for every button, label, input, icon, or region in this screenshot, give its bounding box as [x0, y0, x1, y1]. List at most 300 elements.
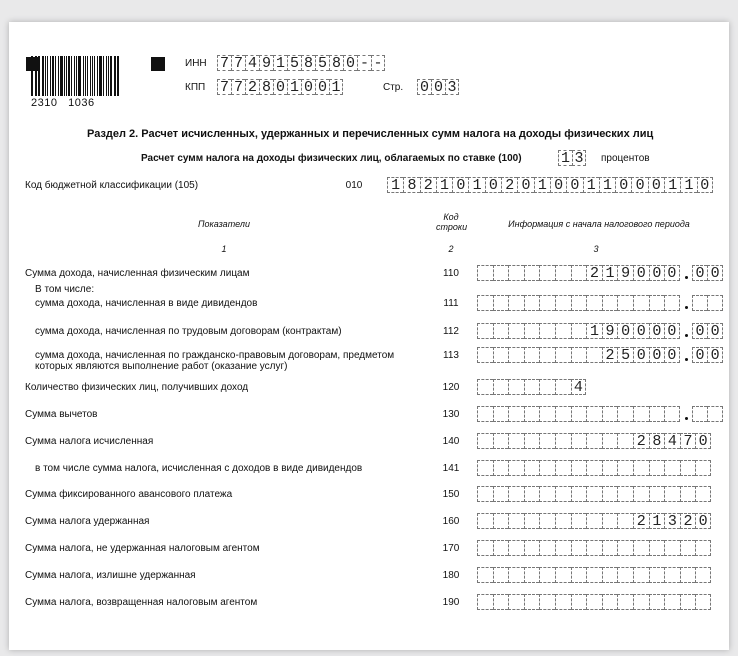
digit-cell: 0: [550, 177, 566, 193]
row-label: [25, 382, 425, 393]
barcode-bar: [71, 56, 72, 96]
digit-cell: [602, 433, 618, 449]
digit-cell: [707, 295, 723, 311]
digit-cell: [602, 406, 618, 422]
digit-cell: [602, 486, 618, 502]
row-value-field[interactable]: [477, 433, 711, 449]
row-label-line: Сумма налога, возвращенная налоговым агентом: [25, 597, 258, 608]
digit-cell: [664, 460, 680, 476]
row-code: 141: [442, 463, 460, 474]
digit-cell: 1: [558, 150, 572, 166]
digit-cell: [602, 594, 618, 610]
digit-cell: 1: [436, 177, 452, 193]
row-label-line: сумма дохода, начисленная по трудовым договорам (контрактам): [35, 326, 342, 337]
row-label: [25, 543, 425, 554]
barcode-bar: [45, 56, 46, 96]
digit-cell: [539, 323, 555, 339]
digit-cell: 2: [602, 347, 618, 363]
barcode-bar: [83, 56, 84, 96]
digit-cell: 3: [445, 79, 459, 95]
digit-cell: -: [371, 55, 385, 71]
digit-cell: 0: [633, 265, 649, 281]
digit-cell: [477, 567, 493, 583]
digit-cell: 0: [417, 79, 431, 95]
digit-cell: 3: [664, 513, 680, 529]
digit-cell: [539, 513, 555, 529]
digit-cell: [617, 433, 633, 449]
digit-cell: [493, 323, 509, 339]
digit-cell: 0: [315, 79, 329, 95]
digit-cell: [493, 379, 509, 395]
digit-cell: [633, 540, 649, 556]
digit-cell: [539, 379, 555, 395]
rate-unit: процентов: [601, 153, 650, 164]
row-code: 130: [442, 409, 460, 420]
digit-cell: [664, 594, 680, 610]
digit-cell: 0: [692, 265, 708, 281]
digit-cell: [493, 486, 509, 502]
digit-cell: 0: [566, 177, 582, 193]
row-label: [35, 298, 435, 309]
digit-cell: [524, 460, 540, 476]
digit-cell: 1: [329, 79, 343, 95]
digit-cell: [524, 513, 540, 529]
barcode-bar: [90, 56, 91, 96]
digit-cell: [555, 540, 571, 556]
digit-cell: [586, 567, 602, 583]
digit-cell: 0: [617, 323, 633, 339]
digit-cell: [539, 460, 555, 476]
digit-cell: 1: [468, 177, 484, 193]
row-label-line: Количество физических лиц, получивших доход: [25, 382, 249, 393]
barcode-bar: [52, 56, 54, 96]
digit-cell: [571, 406, 587, 422]
digit-cell: 0: [431, 79, 445, 95]
digit-cell: 1: [586, 323, 602, 339]
digit-cell: 7: [217, 55, 231, 71]
digit-cell: [586, 540, 602, 556]
digit-cell: [524, 295, 540, 311]
digit-cell: 2: [633, 433, 649, 449]
digit-cell: [493, 433, 509, 449]
digit-cell: 2: [680, 513, 696, 529]
row-label-line: Сумма налога, излишне удержанная: [25, 570, 196, 581]
barcode-bar: [117, 56, 119, 96]
barcode-bar: [99, 56, 101, 96]
digit-cell: [539, 406, 555, 422]
inn-field[interactable]: [217, 55, 385, 71]
digit-cell: [586, 460, 602, 476]
digit-cell: [664, 567, 680, 583]
col3-header: Информация с начала налогового периода: [508, 219, 690, 229]
barcode-bar: [42, 56, 44, 96]
digit-cell: [508, 540, 524, 556]
row-value-field[interactable]: [477, 594, 711, 610]
digit-cell: [586, 295, 602, 311]
digit-cell: 8: [649, 433, 665, 449]
row-label: [35, 284, 435, 295]
digit-cell: [555, 265, 571, 281]
digit-cell: [571, 295, 587, 311]
barcode-bar: [38, 56, 40, 96]
digit-cell: [649, 460, 665, 476]
row-code: 190: [442, 597, 460, 608]
barcode-bar: [92, 56, 94, 96]
digit-cell: [477, 513, 493, 529]
digit-cell: 5: [617, 347, 633, 363]
digit-cell: [477, 540, 493, 556]
barcode-bar: [114, 56, 115, 96]
digit-cell: [508, 433, 524, 449]
row-value-field[interactable]: [477, 513, 711, 529]
digit-cell: [664, 540, 680, 556]
barcode-bar: [87, 56, 88, 96]
digit-cell: [555, 460, 571, 476]
digit-cell: [586, 433, 602, 449]
row-code: 160: [442, 516, 460, 527]
row-label-line: сумма дохода, начисленная по гражданско-правовым договорам, предметом: [35, 350, 395, 361]
inn-label: ИНН: [185, 58, 207, 69]
digit-cell: [617, 486, 633, 502]
row-value-field[interactable]: [477, 540, 711, 556]
corner-marker-right: [151, 57, 165, 71]
digit-cell: 8: [301, 55, 315, 71]
row-label: [25, 597, 425, 608]
digit-cell: 8: [329, 55, 343, 71]
col1-header: Показатели: [198, 219, 250, 229]
digit-cell: [617, 594, 633, 610]
row-label: [25, 268, 425, 279]
digit-cell: [539, 295, 555, 311]
digit-cell: [633, 460, 649, 476]
digit-cell: [586, 594, 602, 610]
digit-cell: [680, 486, 696, 502]
digit-cell: [493, 594, 509, 610]
digit-cell: [524, 594, 540, 610]
integer-part: [477, 323, 680, 339]
digit-cell: [508, 295, 524, 311]
digit-cell: [493, 540, 509, 556]
page-number-field[interactable]: [417, 79, 459, 95]
row-value-field[interactable]: [477, 406, 723, 422]
row-label-line: Сумма фиксированного авансового платежа: [25, 489, 233, 500]
digit-cell: 2: [420, 177, 436, 193]
digit-cell: [477, 594, 493, 610]
digit-cell: [707, 406, 723, 422]
digit-cell: [508, 594, 524, 610]
barcode-bar: [47, 56, 48, 96]
digit-cell: 1: [664, 177, 680, 193]
digit-cell: [493, 265, 509, 281]
row-value-field[interactable]: [477, 265, 723, 281]
digit-cell: [571, 567, 587, 583]
barcode-bar: [103, 56, 105, 96]
digit-cell: [477, 295, 493, 311]
rate-text: Расчет сумм налога на доходы физических лиц, облагаемых по ставке (100): [141, 153, 522, 164]
barcode-bar: [68, 56, 70, 96]
decimal-part: [692, 265, 723, 281]
row-code: 110: [443, 268, 459, 279]
row-label-line: в том числе сумма налога, исчисленная с доходов в виде дивидендов: [35, 463, 363, 474]
digit-cell: [524, 433, 540, 449]
barcode-bar: [60, 56, 62, 96]
digit-cell: [692, 406, 708, 422]
digit-cell: [477, 486, 493, 502]
digit-cell: [695, 594, 711, 610]
digit-cell: 0: [343, 55, 357, 71]
digit-cell: [586, 347, 602, 363]
digit-cell: [493, 460, 509, 476]
row-code: 150: [442, 489, 460, 500]
row-label-line: Сумма налога исчисленная: [25, 436, 154, 447]
digit-cell: [524, 486, 540, 502]
digit-cell: [508, 347, 524, 363]
integer-part: [477, 406, 680, 422]
digit-cell: 1: [287, 79, 301, 95]
digit-cell: [477, 379, 493, 395]
row-code: 120: [442, 382, 460, 393]
digit-cell: [508, 379, 524, 395]
digit-cell: [508, 460, 524, 476]
digit-cell: 1: [602, 265, 618, 281]
digit-cell: [633, 594, 649, 610]
digit-cell: [508, 486, 524, 502]
barcode-bar: [115, 56, 116, 96]
barcode-bar: [31, 56, 33, 96]
digit-cell: [633, 295, 649, 311]
digit-cell: [586, 513, 602, 529]
digit-cell: 0: [649, 347, 665, 363]
digit-cell: 0: [692, 347, 708, 363]
digit-cell: [524, 323, 540, 339]
digit-cell: [602, 295, 618, 311]
digit-cell: [680, 460, 696, 476]
rate-field[interactable]: [558, 150, 586, 166]
page-label: Стр.: [383, 82, 404, 93]
row-label: [35, 326, 435, 337]
digit-cell: [477, 406, 493, 422]
kbk-field[interactable]: [387, 177, 713, 193]
barcode-bar: [55, 56, 57, 96]
digit-cell: 0: [452, 177, 468, 193]
digit-cell: 7: [680, 433, 696, 449]
digit-cell: 3: [572, 150, 586, 166]
digit-cell: [649, 295, 665, 311]
digit-cell: [539, 540, 555, 556]
digit-cell: [493, 347, 509, 363]
digit-cell: 0: [615, 177, 631, 193]
barcode-bar: [50, 56, 51, 96]
digit-cell: [571, 513, 587, 529]
row-label: [35, 350, 435, 372]
digit-cell: [555, 295, 571, 311]
digit-cell: [695, 460, 711, 476]
col2-header: Код строки: [436, 212, 468, 232]
barcode-bar: [74, 56, 75, 96]
digit-cell: [539, 486, 555, 502]
digit-cell: [617, 406, 633, 422]
digit-cell: 0: [664, 347, 680, 363]
digit-cell: [508, 513, 524, 529]
digit-cell: [555, 567, 571, 583]
col3-number: 3: [593, 244, 599, 254]
digit-cell: [493, 295, 509, 311]
digit-cell: [539, 433, 555, 449]
digit-cell: 0: [301, 79, 315, 95]
digit-cell: [477, 433, 493, 449]
digit-cell: [664, 486, 680, 502]
digit-cell: [602, 540, 618, 556]
row-label-line: Сумма дохода, начисленная физическим лицам: [25, 268, 250, 279]
digit-cell: [617, 540, 633, 556]
digit-cell: 0: [649, 323, 665, 339]
row-label: [25, 489, 425, 500]
digit-cell: 0: [649, 265, 665, 281]
digit-cell: [617, 460, 633, 476]
digit-cell: [539, 347, 555, 363]
digit-cell: 9: [617, 265, 633, 281]
digit-cell: [571, 433, 587, 449]
digit-cell: 2: [586, 265, 602, 281]
digit-cell: 1: [273, 55, 287, 71]
row-value-field[interactable]: [477, 323, 723, 339]
barcode: [31, 56, 121, 96]
digit-cell: 0: [707, 323, 723, 339]
digit-cell: [539, 594, 555, 610]
digit-cell: [633, 406, 649, 422]
row-label-line: которых являются выполнение работ (оказание услуг): [35, 361, 288, 372]
digit-cell: 1: [534, 177, 550, 193]
digit-cell: 7: [231, 79, 245, 95]
digit-cell: 7: [217, 79, 231, 95]
digit-cell: [508, 406, 524, 422]
digit-cell: -: [357, 55, 371, 71]
row-label: [25, 409, 425, 420]
digit-cell: 7: [231, 55, 245, 71]
digit-cell: 0: [664, 265, 680, 281]
section-title: Раздел 2. Расчет исчисленных, удержанных и перечисленных сумм налога на доходы физических лиц: [87, 128, 654, 140]
digit-cell: [586, 486, 602, 502]
digit-cell: [493, 567, 509, 583]
digit-cell: 1: [680, 177, 696, 193]
barcode-bar: [35, 56, 36, 96]
digit-cell: 2: [245, 79, 259, 95]
digit-cell: 1: [599, 177, 615, 193]
digit-cell: [664, 295, 680, 311]
digit-cell: 8: [259, 79, 273, 95]
barcode-bar: [66, 56, 67, 96]
integer-part: [477, 265, 680, 281]
row-label: [25, 516, 425, 527]
digit-cell: [524, 379, 540, 395]
digit-cell: 0: [695, 433, 711, 449]
digit-cell: [508, 323, 524, 339]
digit-cell: [633, 486, 649, 502]
row-label: [35, 463, 435, 474]
digit-cell: 9: [602, 323, 618, 339]
digit-cell: 4: [245, 55, 259, 71]
digit-cell: 5: [287, 55, 301, 71]
digit-cell: 0: [648, 177, 664, 193]
decimal-point: [680, 295, 692, 311]
kpp-field[interactable]: [217, 79, 343, 95]
digit-cell: 8: [403, 177, 419, 193]
digit-cell: [555, 347, 571, 363]
kpp-label: КПП: [185, 82, 206, 93]
barcode-number: 2310 1036: [31, 97, 95, 109]
digit-cell: 0: [707, 265, 723, 281]
digit-cell: [617, 295, 633, 311]
decimal-point: [680, 406, 692, 422]
digit-cell: 0: [707, 347, 723, 363]
decimal-part: [692, 347, 723, 363]
digit-cell: [555, 433, 571, 449]
digit-cell: [477, 347, 493, 363]
row-value-field[interactable]: [477, 460, 711, 476]
row-value-field[interactable]: [477, 347, 723, 363]
decimal-point: [680, 347, 692, 363]
decimal-part: [692, 295, 723, 311]
digit-cell: [571, 460, 587, 476]
digit-cell: 0: [517, 177, 533, 193]
digit-cell: 0: [633, 347, 649, 363]
row-value-field[interactable]: [477, 379, 586, 395]
digit-cell: [571, 594, 587, 610]
decimal-point: [680, 265, 692, 281]
row-value-field[interactable]: [477, 295, 723, 311]
digit-cell: 2: [501, 177, 517, 193]
digit-cell: [649, 594, 665, 610]
digit-cell: [524, 567, 540, 583]
kbk-code: 010: [345, 180, 363, 191]
digit-cell: [649, 540, 665, 556]
digit-cell: [571, 540, 587, 556]
digit-cell: [524, 540, 540, 556]
decimal-part: [692, 323, 723, 339]
row-code: 113: [443, 350, 459, 361]
digit-cell: 0: [664, 323, 680, 339]
barcode-bar: [85, 56, 87, 96]
digit-cell: [508, 567, 524, 583]
barcode-bar: [110, 56, 112, 96]
digit-cell: [524, 406, 540, 422]
decimal-point: [680, 323, 692, 339]
barcode-bar: [78, 56, 80, 96]
barcode-bar: [36, 56, 37, 96]
digit-cell: [633, 567, 649, 583]
row-value-field[interactable]: [477, 567, 711, 583]
barcode-bar: [106, 56, 107, 96]
digit-cell: [571, 347, 587, 363]
digit-cell: [680, 594, 696, 610]
digit-cell: 0: [697, 177, 713, 193]
digit-cell: [571, 265, 587, 281]
row-code: 170: [442, 543, 460, 554]
digit-cell: [602, 567, 618, 583]
digit-cell: [555, 486, 571, 502]
digit-cell: [555, 379, 571, 395]
digit-cell: [508, 265, 524, 281]
integer-part: [477, 295, 680, 311]
decimal-part: [692, 406, 723, 422]
digit-cell: 0: [631, 177, 647, 193]
digit-cell: [571, 486, 587, 502]
digit-cell: [586, 406, 602, 422]
row-value-field[interactable]: [477, 486, 711, 502]
digit-cell: [602, 513, 618, 529]
digit-cell: 9: [259, 55, 273, 71]
col2-number: 2: [448, 244, 454, 254]
